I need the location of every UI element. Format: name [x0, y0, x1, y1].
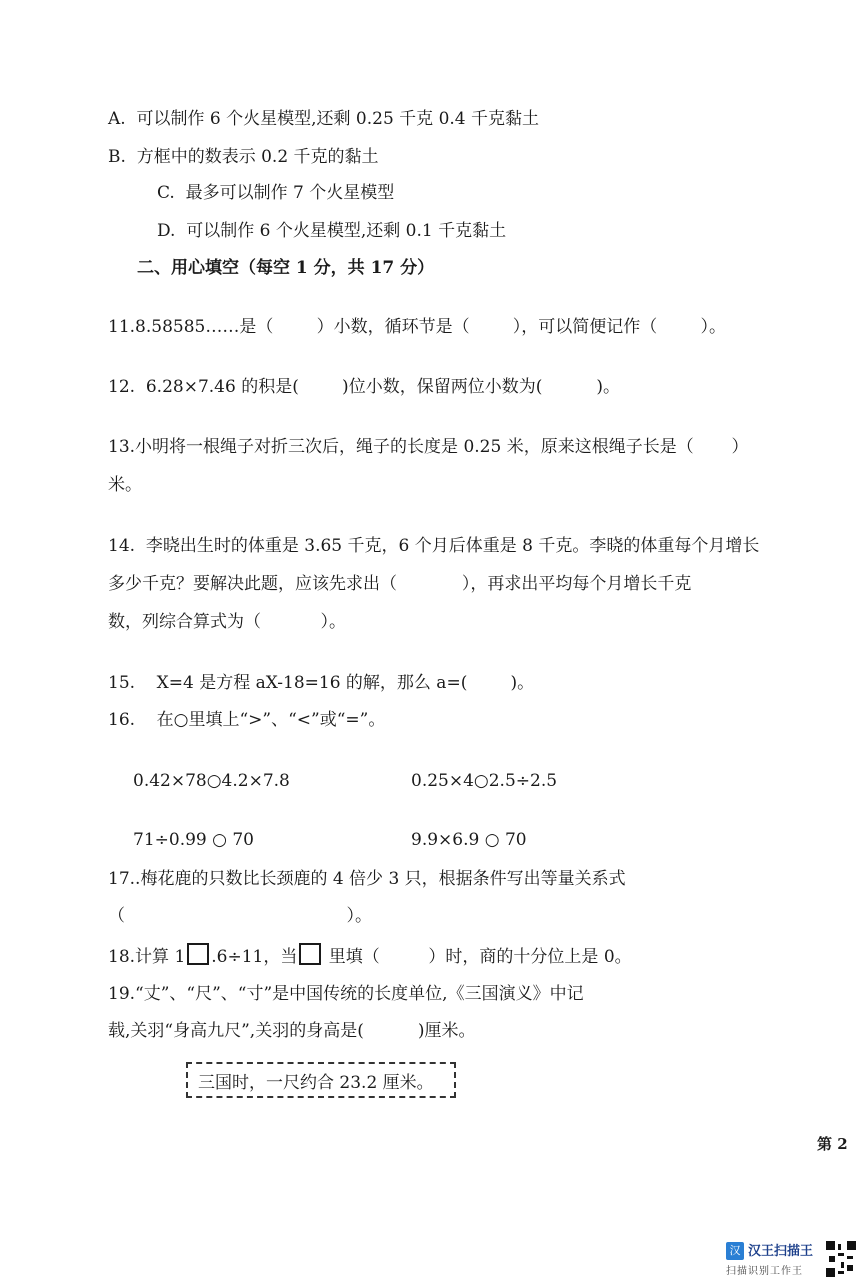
hint-text: 三国时，一尺约合 23.2 厘米。 — [198, 1072, 434, 1093]
section-title: 二、用心填空（每空 1 分，共 17 分） — [137, 258, 435, 278]
question-13-line2: 米。 — [108, 475, 142, 495]
question-14-line3: 数，列综合算式为（ ）。 — [108, 612, 346, 632]
question-18-post: 里填（ ）时，商的十分位上是 0。 — [323, 947, 632, 967]
question-16-title: 16. 在○里填上“>”、“<”或“=”。 — [108, 710, 386, 730]
blank-box — [187, 943, 209, 965]
compare-expression-1: 0.42×78○4.2×7.8 — [133, 771, 290, 791]
page-number: 第 2 — [817, 1135, 848, 1153]
option-c: C. 最多可以制作 7 个火星模型 — [157, 183, 395, 203]
option-d: D. 可以制作 6 个火星模型,还剩 0.1 千克黏土 — [157, 221, 507, 241]
question-17-line1: 17..梅花鹿的只数比长颈鹿的 4 倍少 3 只，根据条件写出等量关系式 — [108, 869, 626, 889]
question-17-line2: （ ）。 — [108, 906, 373, 926]
question-18-mid: .6÷11，当 — [211, 947, 298, 967]
question-12: 12. 6.28×7.46 的积是( )位小数，保留两位小数为( )。 — [108, 377, 620, 397]
option-b: B. 方框中的数表示 0.2 千克的黏土 — [108, 147, 379, 167]
compare-expression-3: 71÷0.99 ○ 70 — [133, 830, 255, 850]
watermark-tagline: 扫描识别工作王 — [726, 1266, 803, 1277]
question-15: 15. X=4 是方程 aX-18=16 的解，那么 a=( )。 — [108, 673, 535, 693]
question-18-pre: 18.计算 1 — [108, 947, 186, 967]
scanner-logo-icon: 汉 — [726, 1242, 744, 1260]
qr-code-icon — [826, 1240, 856, 1278]
compare-expression-2: 0.25×4○2.5÷2.5 — [411, 771, 558, 791]
scanner-watermark — [726, 1240, 858, 1280]
question-19-line1: 19.“丈”、“尺”、“寸”是中国传统的长度单位,《三国演义》中记 — [108, 984, 584, 1004]
watermark-brand: 汉王扫描王 — [748, 1244, 814, 1259]
question-14-line1: 14. 李晓出生时的体重是 3.65 千克，6 个月后体重是 8 千克。李晓的体重每个月增长 — [108, 536, 760, 556]
compare-expression-4: 9.9×6.9 ○ 70 — [411, 830, 527, 850]
question-18 — [108, 943, 632, 968]
question-14-line2: 多少千克？要解决此题，应该先求出（ ），再求出平均每个月增长千克 — [108, 574, 692, 594]
question-13-line1: 13.小明将一根绳子对折三次后，绳子的长度是 0.25 米，原来这根绳子长是（ ） — [108, 437, 749, 457]
hint-box — [186, 1062, 456, 1098]
question-19-line2: 载,关羽“身高九尺”,关羽的身高是( )厘米。 — [108, 1021, 476, 1041]
blank-box — [299, 943, 321, 965]
option-a: A. 可以制作 6 个火星模型,还剩 0.25 千克 0.4 千克黏土 — [108, 109, 540, 129]
question-11: 11.8.58585……是（ ）小数，循环节是（ ），可以简便记作（ ）。 — [108, 317, 727, 337]
